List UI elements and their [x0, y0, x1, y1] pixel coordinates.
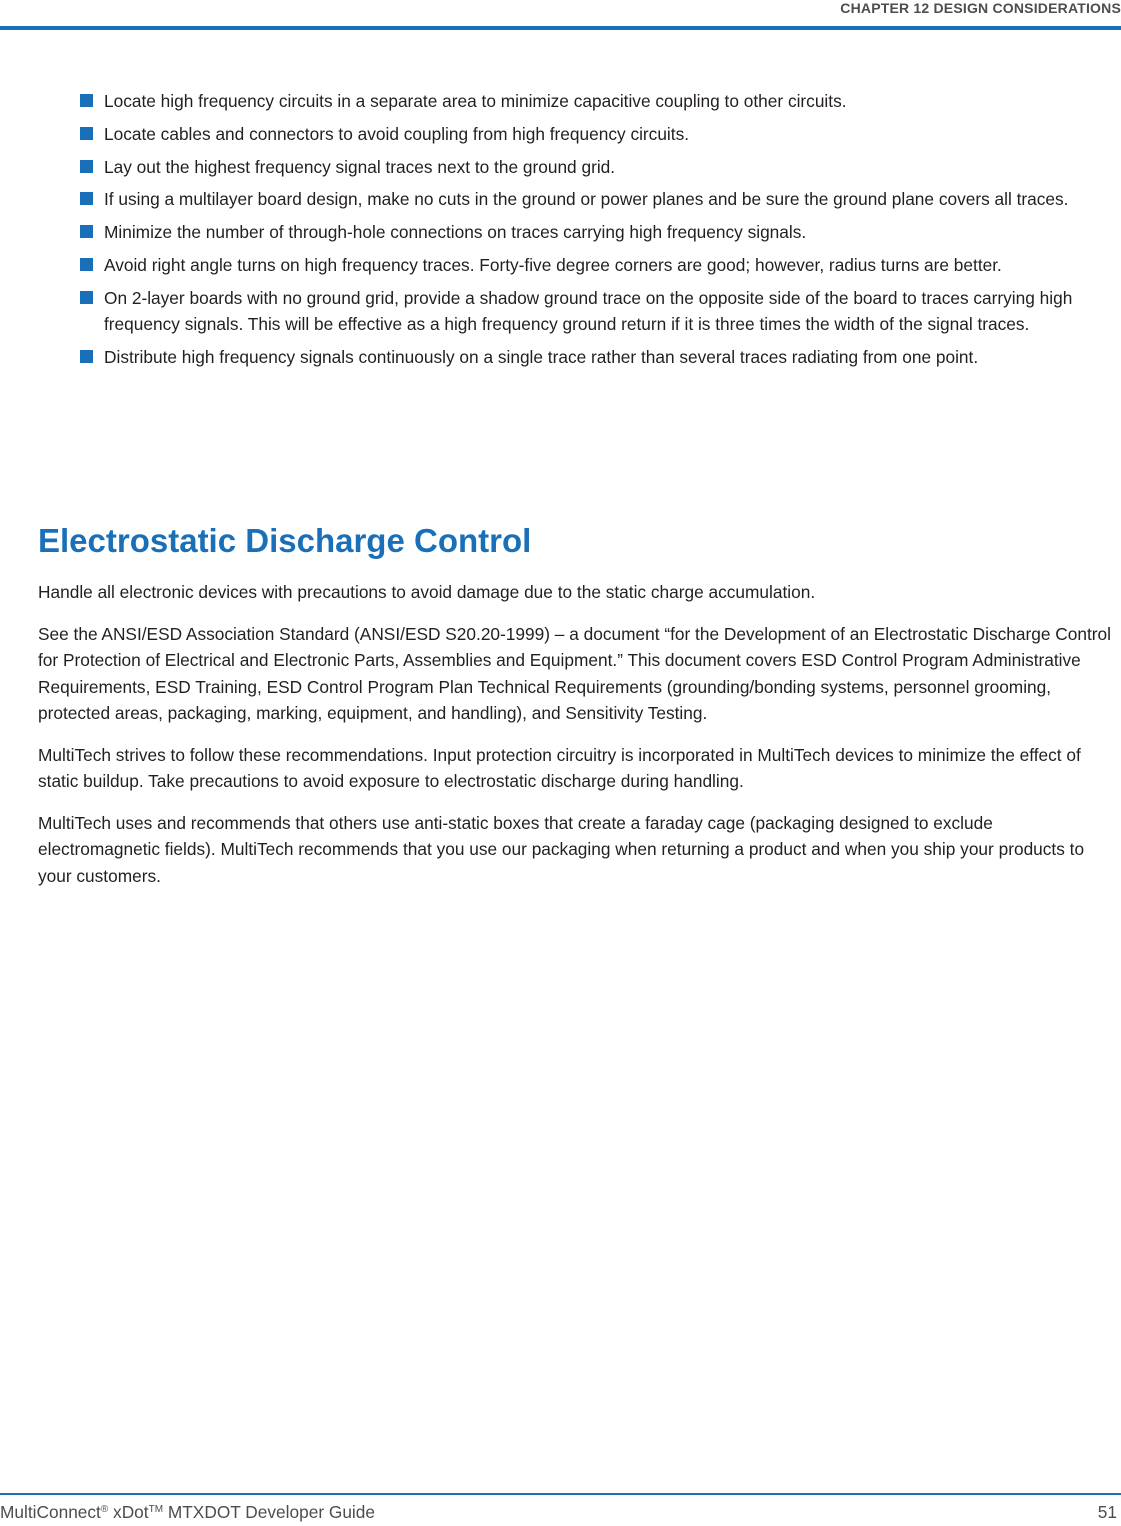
square-bullet-icon: [80, 350, 93, 363]
footer-brand: MultiConnect: [0, 1502, 101, 1522]
list-item-text: On 2-layer boards with no ground grid, provide a shadow ground trace on the opposite side of the board to traces carrying high frequency signals. This will be effective as a high frequency ground return if it is three times the width of the signal traces.: [104, 287, 1073, 335]
chapter-title: CHAPTER 12 DESIGN CONSIDERATIONS: [840, 0, 1121, 16]
square-bullet-icon: [80, 127, 93, 140]
footer-product: xDot: [113, 1502, 149, 1522]
paragraph: See the ANSI/ESD Association Standard (ANSI/ESD S20.20-1999) – a document “for the Development of an Electrostatic Discharge Control for Protection of Electrical and Electronic Parts, Assemblies and Equipment.” This document covers ESD Control Program Administrative Requirements, ESD Training, ESD Control Program Plan Technical Requirements (grounding/bonding systems, personnel grooming, protected areas, packaging, marking, equipment, and handling), and Sensitivity Testing.: [38, 623, 1111, 723]
list-item: [0, 344, 1121, 371]
list-item: [0, 252, 1121, 279]
page-number: 51: [1097, 1502, 1117, 1522]
trademark-mark: TM: [148, 1504, 164, 1515]
list-item-text: If using a multilayer board design, make no cuts in the ground or power planes and be sure the ground plane covers all traces.: [104, 189, 1069, 210]
square-bullet-icon: [80, 94, 93, 107]
list-item: [0, 219, 1121, 246]
design-guidelines-list: [0, 88, 1121, 377]
list-item: [0, 285, 1121, 338]
page-header: [0, 0, 1121, 30]
square-bullet-icon: [80, 258, 93, 271]
footer-rule: [0, 1493, 1121, 1495]
square-bullet-icon: [80, 225, 93, 238]
list-item-text: Minimize the number of through-hole connections on traces carrying high frequency signals.: [104, 222, 807, 243]
list-item-text: Distribute high frequency signals continuously on a single trace rather than several traces radiating from one point.: [104, 347, 979, 368]
square-bullet-icon: [80, 291, 93, 304]
list-item: [0, 121, 1121, 148]
square-bullet-icon: [80, 160, 93, 173]
paragraph: Handle all electronic devices with precautions to avoid damage due to the static charge accumulation.: [38, 582, 816, 602]
list-item: [0, 154, 1121, 181]
header-rule: [0, 26, 1121, 30]
list-item-text: Avoid right angle turns on high frequency traces. Forty-five degree corners are good; however, radius turns are better.: [104, 254, 1002, 275]
list-item: [0, 88, 1121, 115]
square-bullet-icon: [80, 192, 93, 205]
list-item: [0, 186, 1121, 213]
registered-mark: ®: [100, 1504, 109, 1515]
list-item-text: Locate high frequency circuits in a separate area to minimize capacitive coupling to other circuits.: [104, 91, 847, 111]
section-heading: Electrostatic Discharge Control: [38, 522, 532, 559]
list-item-text: Locate cables and connectors to avoid coupling from high frequency circuits.: [104, 123, 690, 144]
paragraph: MultiTech strives to follow these recommendations. Input protection circuitry is incorporated in MultiTech devices to minimize the effect of static buildup. Take precautions to avoid exposure to electrostatic discharge during handling.: [38, 744, 1081, 791]
list-item-text: Lay out the highest frequency signal traces next to the ground grid.: [104, 156, 616, 177]
footer-document-title: [0, 1502, 375, 1523]
paragraph: MultiTech uses and recommends that others use anti-static boxes that create a faraday cage (packaging designed to exclude electromagnetic fields). MultiTech recommends that you use our packaging when returning a product and when you ship your products to your customers.: [38, 812, 1085, 886]
footer-guide: MTXDOT Developer Guide: [167, 1502, 375, 1522]
section-body: [38, 579, 1116, 904]
